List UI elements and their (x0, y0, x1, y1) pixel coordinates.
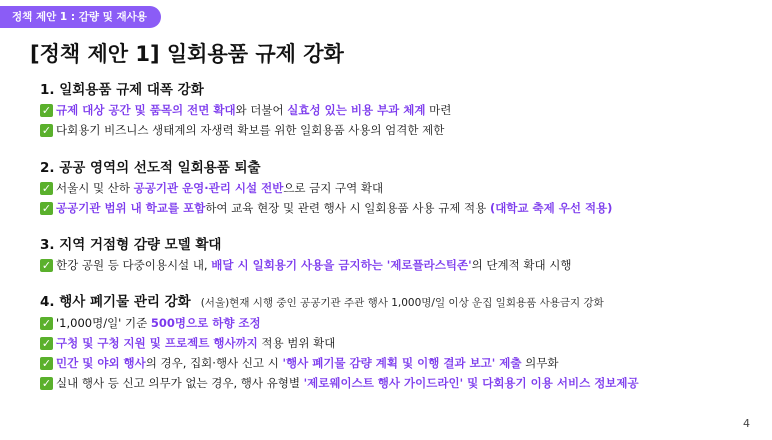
plain-text: 마련 (425, 103, 452, 117)
list-item (40, 100, 451, 120)
highlight-text: 민간 및 야외 행사 (56, 356, 146, 370)
highlight-text: '행사 폐기물 감량 계획 및 이행 결과 보고' 제출 (282, 356, 522, 370)
list-item-text (56, 178, 383, 198)
list-item-text (56, 100, 451, 120)
list-item (40, 255, 571, 275)
section-badge: 정책 제안 1 : 감량 및 재사용 (0, 6, 161, 28)
check-mark-icon: ✓ (41, 258, 52, 272)
check-mark-icon: ✓ (41, 103, 52, 117)
section-heading: 1. 일회용품 규제 대폭 강화 (40, 82, 204, 98)
check-mark-icon: ✓ (41, 201, 52, 215)
list-item (40, 120, 451, 140)
check-mark-icon: ✓ (41, 123, 52, 137)
highlight-text: 실효성 있는 비용 부과 체계 (287, 103, 426, 117)
highlight-text: 구청 및 구청 지원 및 프로젝트 행사까지 (56, 336, 258, 350)
list-item-text (56, 120, 444, 140)
list-item (40, 178, 612, 198)
plain-text: 적용 범위 확대 (257, 336, 336, 350)
section-heading: 2. 공공 영역의 선도적 일회용품 퇴출 (40, 160, 261, 176)
list-item-text (56, 198, 612, 218)
section-note: (서울)현재 시행 중인 공공기관 주관 행사 1,000명/일 이상 운집 일회용품 사용금지 강화 (200, 297, 604, 309)
check-mark-icon: ✓ (41, 181, 52, 195)
section-heading: 3. 지역 거점형 감량 모델 확대 (40, 237, 222, 253)
list-item-text (56, 333, 335, 353)
section-4 (40, 292, 639, 393)
plain-text: '1,000명/일' 기준 (56, 316, 151, 330)
section-heading-row (40, 292, 639, 313)
list-item-text (56, 373, 639, 393)
section-3 (40, 235, 571, 275)
section-heading: 4. 행사 폐기물 관리 강화 (40, 294, 191, 310)
plain-text: 한강 공원 등 다중이용시설 내, (56, 258, 212, 272)
highlight-text: 규제 대상 공간 및 품목의 전면 확대 (56, 103, 236, 117)
list-item-text (56, 353, 558, 373)
list-item (40, 313, 639, 333)
check-mark-icon: ✓ (41, 356, 52, 370)
plain-text: 와 더불어 (235, 103, 288, 117)
plain-text: 다회용기 비즈니스 생태계의 자생력 확보를 위한 일회용품 사용의 엄격한 제한 (56, 123, 445, 137)
check-mark-icon: ✓ (41, 316, 52, 330)
section-2 (40, 158, 612, 218)
highlight-text: 배달 시 일회용기 사용을 금지하는 '제로플라스틱존' (211, 258, 472, 272)
highlight-text: 공공기관 운영·관리 시설 전반 (133, 181, 284, 195)
highlight-text: '제로웨이스트 행사 가이드라인' 및 다회용기 이용 서비스 정보제공 (303, 376, 639, 390)
list-item (40, 373, 639, 393)
plain-text: 으로 금지 구역 확대 (283, 181, 384, 195)
list-item (40, 353, 639, 373)
section-1 (40, 80, 451, 140)
list-item (40, 198, 612, 218)
plain-text: 서울시 및 산하 (56, 181, 134, 195)
highlight-text: 공공기관 범위 내 학교를 포함 (56, 201, 206, 215)
highlight-text: (대학교 축제 우선 적용) (489, 201, 613, 215)
page-number: 4 (743, 417, 750, 430)
plain-text: 의무화 (521, 356, 559, 370)
list-item (40, 333, 639, 353)
page-title: [정책 제안 1] 일회용품 규제 강화 (30, 42, 344, 66)
check-mark-icon: ✓ (41, 336, 52, 350)
plain-text: 의 단계적 확대 시행 (471, 258, 572, 272)
highlight-text: 500명으로 하향 조정 (150, 316, 261, 330)
plain-text: 의 경우, 집회·행사 신고 시 (145, 356, 283, 370)
plain-text: 하여 교육 현장 및 관련 행사 시 일회용품 사용 규제 적용 (205, 201, 490, 215)
list-item-text (56, 313, 261, 333)
list-item-text (56, 255, 571, 275)
check-mark-icon: ✓ (41, 376, 52, 390)
plain-text: 실내 행사 등 신고 의무가 없는 경우, 행사 유형별 (56, 376, 304, 390)
